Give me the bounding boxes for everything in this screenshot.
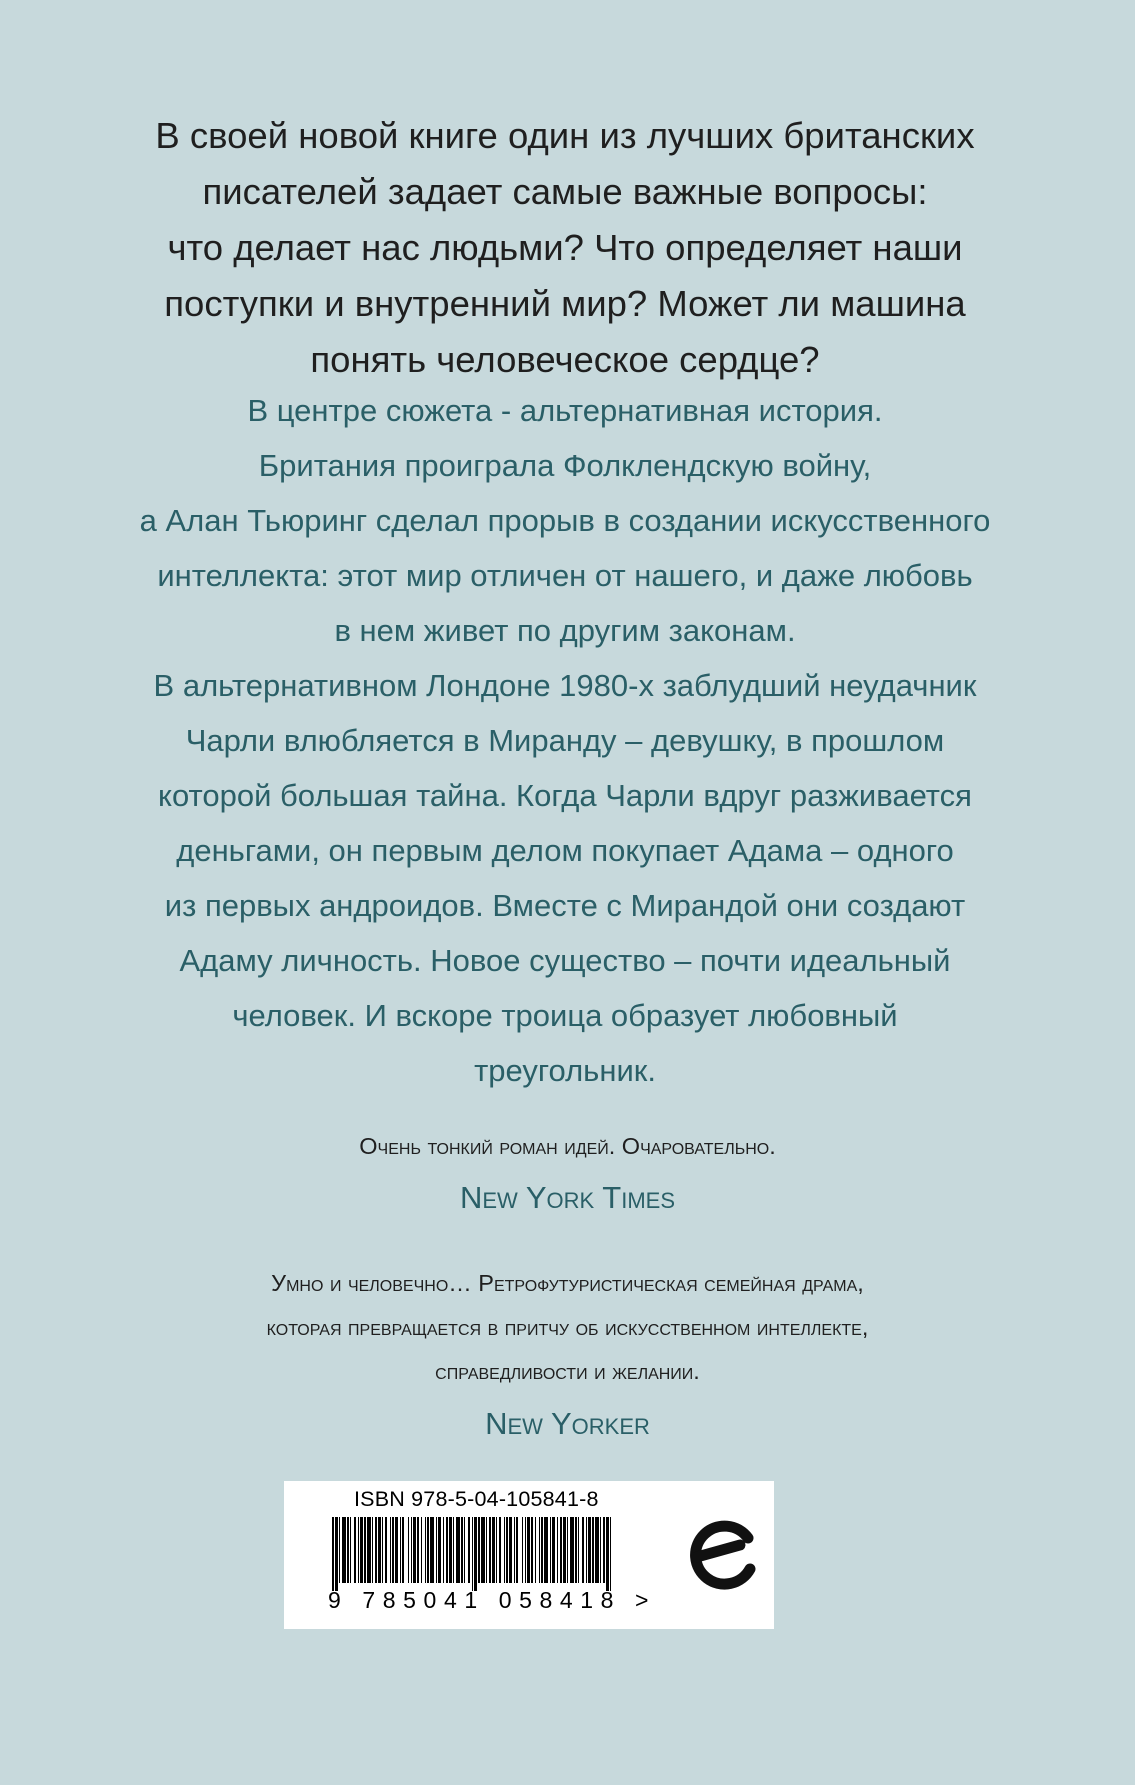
barcode-bars xyxy=(332,1517,614,1591)
synopsis-line: Британия проиграла Фолклендскую войну, xyxy=(258,448,872,483)
publisher-logo-icon xyxy=(680,1511,766,1597)
synopsis-line: в нем живет по другим законам. xyxy=(334,613,796,648)
synopsis-line: которой большая тайна. Когда Чарли вдруг разживается xyxy=(158,778,972,813)
synopsis-line: Адаму личность. Новое существо – почти идеальный xyxy=(179,943,951,978)
intro-paragraph xyxy=(60,108,1070,388)
synopsis-line: В альтернативном Лондоне 1980-х заблудший неудачник xyxy=(153,668,977,703)
review-quote-line: справедливости и желании. xyxy=(435,1358,700,1384)
review-quote-2 xyxy=(40,1261,1095,1393)
intro-line: понять человеческое сердце? xyxy=(310,339,820,380)
barcode-panel xyxy=(284,1481,774,1629)
intro-line: что делает нас людьми? Что определяет наши xyxy=(167,227,963,268)
intro-line: писателей задает самые важные вопросы: xyxy=(202,171,928,212)
synopsis-line: деньгами, он первым делом покупает Адама – одного xyxy=(176,833,954,868)
synopsis-paragraph xyxy=(40,383,1090,1098)
isbn-label: ISBN 978-5-04-105841-8 xyxy=(354,1487,599,1511)
review-quote-line: Очень тонкий роман идей. Очаровательно. xyxy=(359,1133,776,1159)
synopsis-line: человек. И вскоре троица образует любовный xyxy=(232,998,898,1033)
synopsis-line: треугольник. xyxy=(474,1053,656,1088)
review-quote-1 xyxy=(40,1124,1095,1168)
synopsis-line: интеллекта: этот мир отличен от нашего, и даже любовь xyxy=(157,558,973,593)
synopsis-line: а Алан Тьюринг сделал прорыв в создании искусственного xyxy=(139,503,991,538)
review-source-1: New York Times xyxy=(459,1180,675,1215)
synopsis-line: В центре сюжета - альтернативная история. xyxy=(247,393,883,428)
synopsis-line: Чарли влюбляется в Миранду – девушку, в прошлом xyxy=(185,723,945,758)
review-source-2: New Yorker xyxy=(485,1406,650,1441)
review-quote-line: которая превращается в притчу об искусственном интеллекте, xyxy=(266,1314,869,1340)
barcode-digits: 9 785041 058418 > xyxy=(328,1587,657,1613)
intro-line: В своей новой книге один из лучших британских xyxy=(155,115,975,156)
intro-line: поступки и внутренний мир? Может ли машина xyxy=(164,283,966,324)
review-quote-line: Умно и человечно… Ретрофутуристическая семейная драма, xyxy=(271,1270,864,1296)
synopsis-line: из первых андроидов. Вместе с Мирандой они создают xyxy=(164,888,966,923)
